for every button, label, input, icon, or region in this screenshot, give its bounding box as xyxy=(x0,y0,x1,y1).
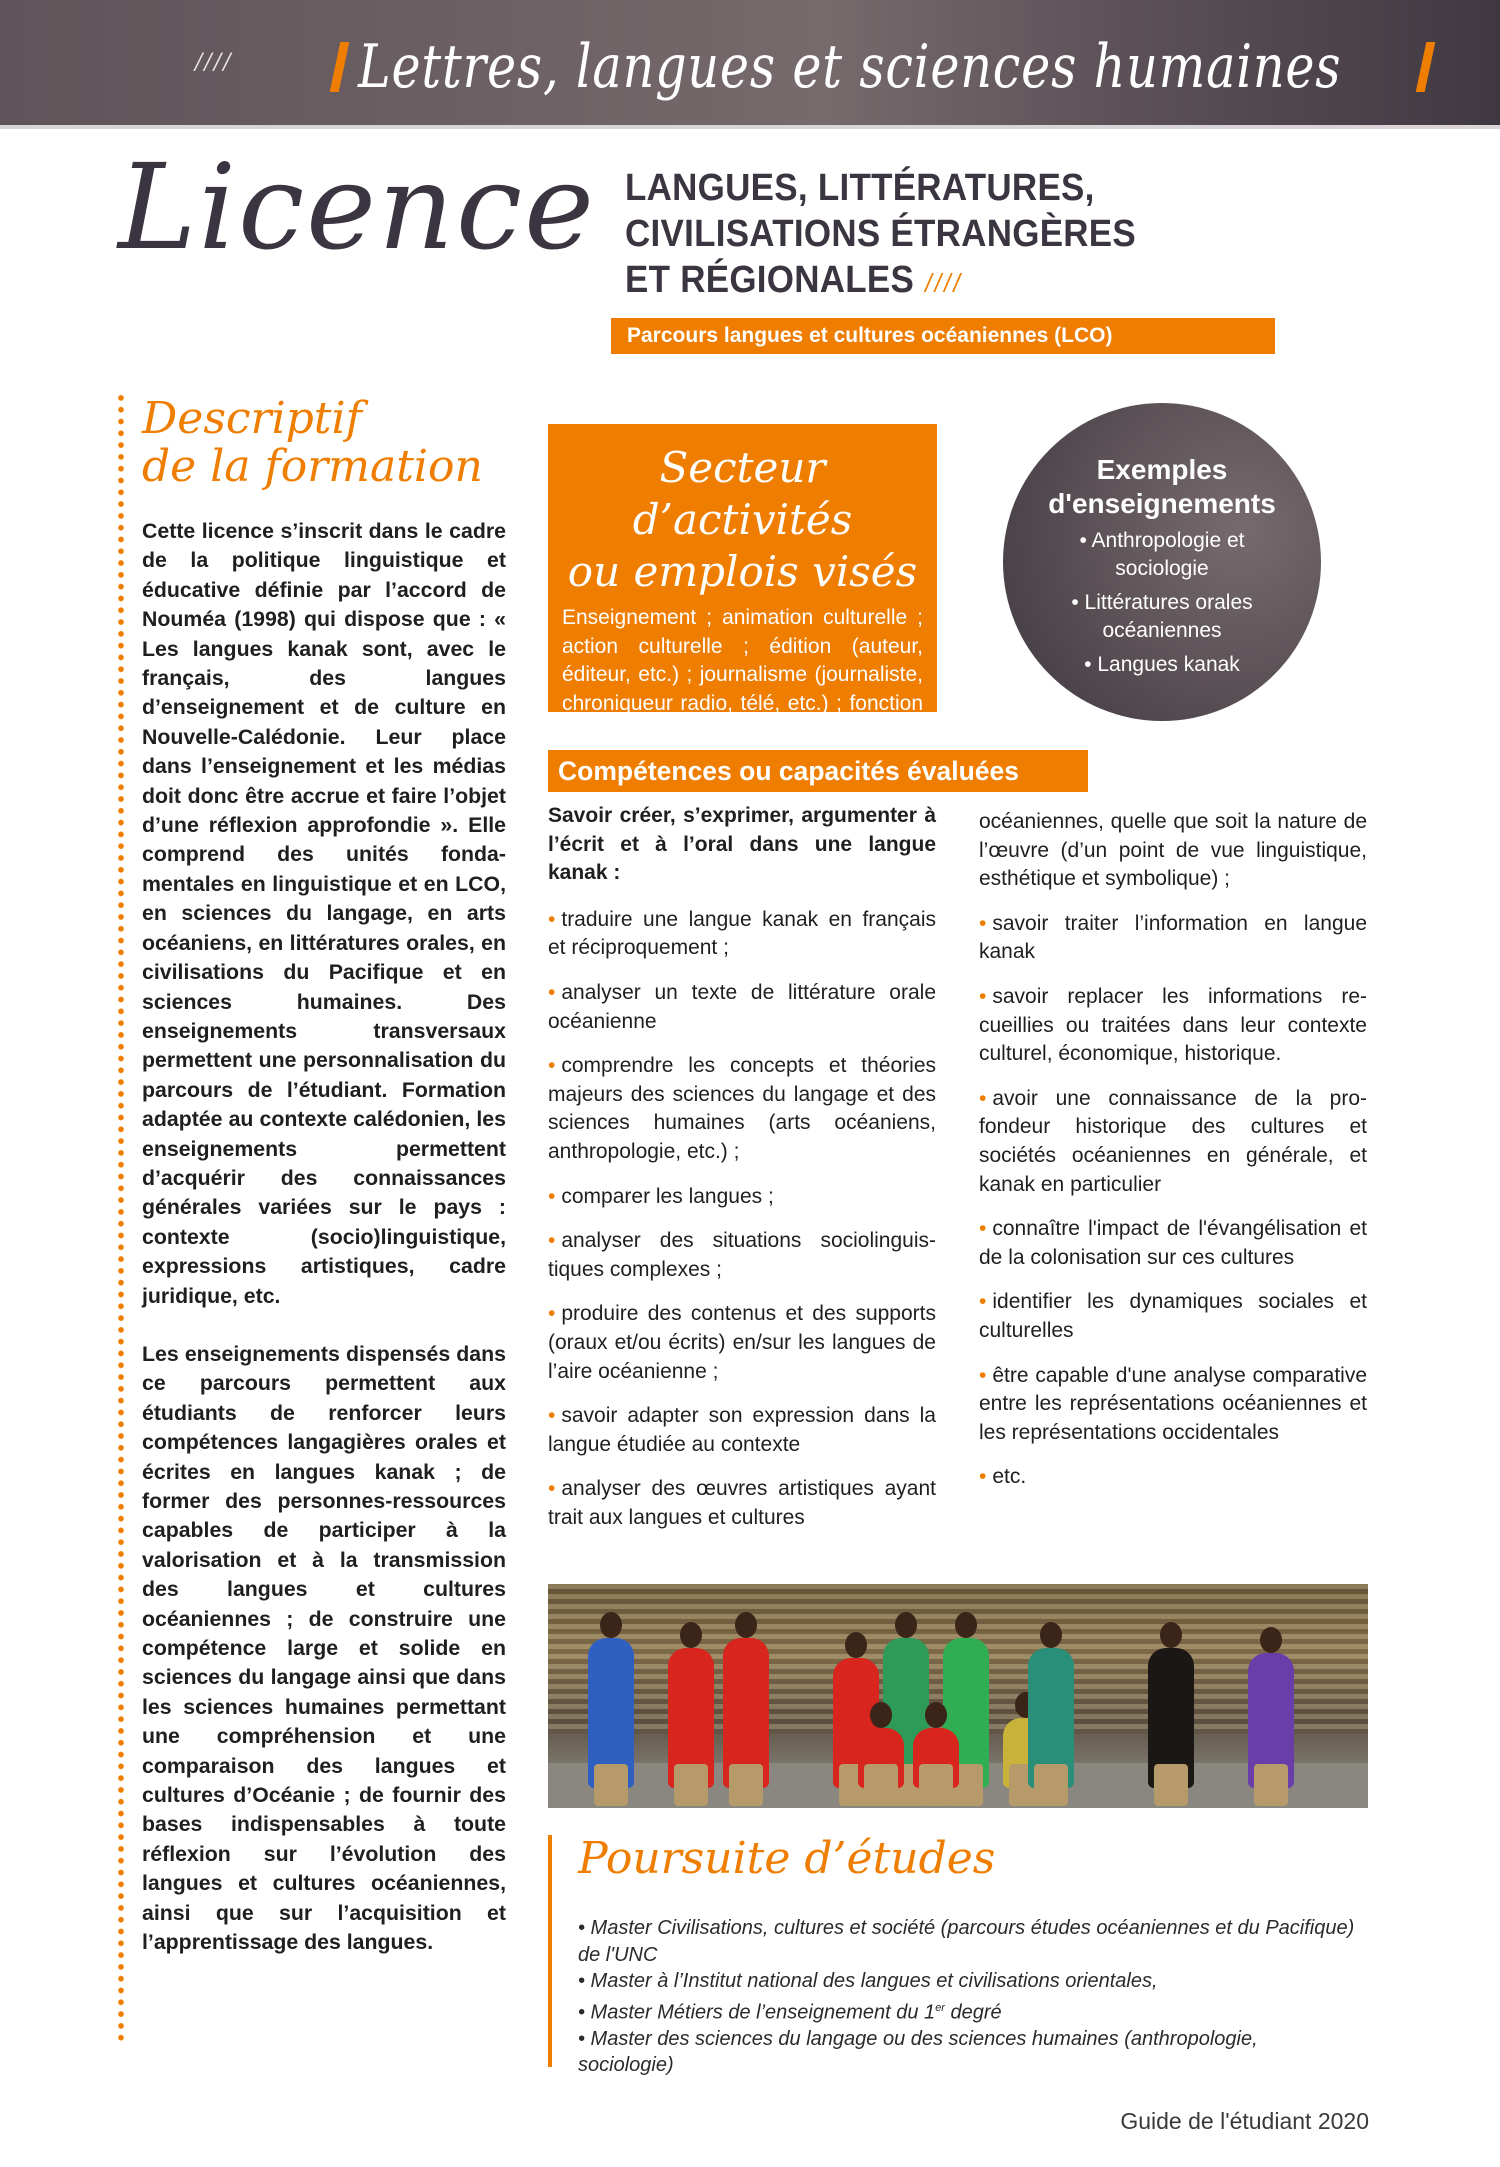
degree-title-line-text: ET RÉGIONALES xyxy=(625,259,915,301)
competence-item xyxy=(979,983,1367,1069)
dancer-head xyxy=(1040,1622,1062,1648)
exemples-circle xyxy=(1003,403,1321,721)
competence-text: comparer les langues ; xyxy=(561,1184,774,1208)
dancer-figure xyxy=(668,1648,714,1788)
competences-list-right xyxy=(979,910,1367,1492)
descriptif-heading-line: de la formation xyxy=(142,441,483,493)
bullet-icon: • xyxy=(548,907,556,931)
parcours-label: Parcours langues et cultures océaniennes (LCO) xyxy=(611,318,1275,354)
dancer-figure xyxy=(588,1638,634,1788)
dancer-skirt xyxy=(674,1764,708,1806)
bullet-icon: • xyxy=(979,984,987,1008)
dancer-skirt xyxy=(594,1764,628,1806)
dotted-divider xyxy=(118,392,124,2044)
secteur-heading-line: ou emplois visés xyxy=(567,547,918,596)
poursuite-item xyxy=(578,1995,1358,2026)
competence-text: savoir replacer les informations recueillies ou traitées dans leur contexte culturel, économique, historique. xyxy=(979,984,1367,1066)
competence-item xyxy=(548,1052,936,1166)
banner-title-group xyxy=(335,22,1430,112)
competence-text: analyser un texte de littérature orale océanienne xyxy=(548,980,936,1033)
competence-text: avoir une connaissance de la profondeur historique des cultures et sociétés océaniennes en générale, et kanak en particulier xyxy=(979,1086,1367,1196)
competence-item xyxy=(548,979,936,1036)
poursuite-accent-line xyxy=(548,1835,552,2067)
competence-item xyxy=(548,1402,936,1459)
banner-divider xyxy=(0,125,1500,129)
degree-title-line xyxy=(625,257,1136,306)
poursuite-item-suffix: degré xyxy=(944,2001,1002,2024)
bullet-icon: • xyxy=(979,1217,987,1241)
slash-icon xyxy=(330,42,350,92)
competence-text: identifier les dynamiques sociales et culturelles xyxy=(979,1290,1367,1342)
bullet-icon: • xyxy=(548,1302,556,1326)
dancer-skirt xyxy=(1154,1764,1188,1806)
competence-text: produire des contenus et des supports (oraux et/ou écrits) en/sur les langues de l’aire océanienne ; xyxy=(548,1302,936,1383)
dancer-head xyxy=(1260,1627,1282,1653)
dancer-head xyxy=(1160,1622,1182,1648)
bullet-icon: • xyxy=(548,1054,556,1078)
competence-item xyxy=(548,1183,936,1212)
dance-photo xyxy=(548,1584,1368,1808)
competence-text: savoir adapter son expression dans la langue étudiée au contexte xyxy=(548,1404,936,1456)
bullet-icon: • xyxy=(548,1184,556,1208)
competence-item xyxy=(979,1288,1367,1345)
bullet-icon: • xyxy=(548,980,556,1004)
exemples-item: • Langues kanak xyxy=(1084,653,1240,676)
competence-text: savoir traiter l’information en langue kanak xyxy=(979,911,1367,964)
competences-column-left xyxy=(548,802,936,1548)
competence-text: traduire une langue kanak en français et réciproquement ; xyxy=(548,907,936,960)
dancer-head xyxy=(955,1612,977,1638)
competence-item xyxy=(979,910,1367,967)
secteur-heading-line: Secteur d’activités xyxy=(632,443,853,544)
dancer-head xyxy=(735,1612,757,1638)
degree-title xyxy=(625,165,1136,306)
dancer-figure xyxy=(1248,1653,1294,1788)
dancer-skirt xyxy=(864,1764,898,1806)
degree-title-line: LANGUES, LITTÉRATURES, xyxy=(625,167,1095,209)
secteur-box xyxy=(548,424,937,744)
dancer-head xyxy=(680,1622,702,1648)
poursuite-heading: Poursuite d’études xyxy=(578,1833,996,1884)
poursuite-item: • Master des sciences du langage ou des sciences humaines (anthropologie, sociologie) xyxy=(578,2027,1258,2077)
bullet-icon: • xyxy=(979,1086,987,1110)
dancer-figure xyxy=(1028,1648,1074,1788)
competence-text: etc. xyxy=(992,1465,1027,1489)
dancer-skirt xyxy=(729,1764,763,1806)
bullet-icon: • xyxy=(548,1404,556,1428)
descriptif-heading-line: Descriptif xyxy=(142,393,362,444)
banner-title: Lettres, langues et sciences humaines xyxy=(358,32,1342,102)
descriptif-body xyxy=(142,517,506,1958)
footer-guide-label: Guide de l'étudiant 2020 xyxy=(1120,2108,1369,2134)
competences-lead: Savoir créer, s’exprimer, argumenter à l’écrit et à l’oral dans une langue kanak : xyxy=(548,804,936,885)
exemples-heading-line: Exemples xyxy=(1096,454,1228,485)
dancer-head xyxy=(925,1702,947,1728)
bullet-icon: • xyxy=(979,1363,987,1387)
dancer-head xyxy=(845,1632,867,1658)
poursuite-item: • Master à l’Institut national des langues et civilisations orientales, xyxy=(578,1970,1158,1992)
descriptif-paragraph: Les enseignements dispensés dans ce parcours permettent aux étudiants de renforcer leurs compétences langagières orales et écrites en langues kanak ; de former des personnes-ressources capables de participer à la valorisation et à la transmission des langues et cultures océaniennes ; de construire une compétence large et solide en sciences du langage ainsi que dans les sciences humaines permettant une compréhension et une comparaison des langues et cultures d’Océanie ; de fournir des bases indispensables à toute réflexion sur l’évolution des langues et cultures océaniennes, ainsi que sur l’acquisition et l’apprentissage des langues. xyxy=(142,1341,506,1955)
bullet-icon: • xyxy=(548,1477,556,1501)
bullet-icon: • xyxy=(979,911,987,935)
descriptif-heading xyxy=(142,395,483,492)
competence-text: connaître l'impact de l'évangélisation et de la colonisation sur ces cultures xyxy=(979,1217,1367,1269)
exemples-heading xyxy=(1003,453,1321,521)
competence-item xyxy=(548,1300,936,1386)
dancer-figure xyxy=(723,1638,769,1788)
poursuite-item-text: • Master Métiers de l’enseignement du 1 xyxy=(578,2001,936,2024)
title-decoration: //// xyxy=(925,268,963,298)
competence-item xyxy=(548,1227,936,1284)
competences-list-left xyxy=(548,906,936,1533)
competence-item xyxy=(979,1362,1367,1448)
competence-text: analyser des situations sociolinguistiques complexes ; xyxy=(548,1229,936,1281)
dancer-head xyxy=(870,1702,892,1728)
competence-item xyxy=(979,1463,1367,1492)
competence-text: analyser des œuvres artistiques ayant trait aux langues et cultures xyxy=(548,1477,936,1529)
secteur-heading xyxy=(556,442,929,598)
exemples-heading-line: d'enseignements xyxy=(1048,488,1276,519)
descriptif-paragraph: Cette licence s’inscrit dans le cadre de la politique linguistique et éducative définie par l’accord de Nouméa (1998) qui dispose que : « Les langues kanak sont, avec le français, des langues d’enseignement et de culture en Nouvelle-Calédonie. Leur place dans l’enseignement et les médias doit donc être accrue et faire l’objet d’une réflexion approfondie ». Elle comprend des unités fondamentales en linguistique et en LCO, en sciences du langage, en arts océaniens, en littératures orales, en civilisations du Pacifique et en sciences humaines. Des enseignements transversaux permettent une personnalisation du parcours de l’étudiant. Formation adaptée au contexte calédonien, les enseignements permettent d’acquérir des connaissances générales variées sur le pays : contexte (socio)linguistique, expressions artistiques, cadre juridique, etc. xyxy=(142,519,506,1308)
dancer-figure xyxy=(913,1728,959,1788)
slash-icon xyxy=(1416,42,1436,92)
dancer-head xyxy=(600,1612,622,1638)
degree-title-line: CIVILISATIONS ÉTRANGÈRES xyxy=(625,213,1137,255)
poursuite-list xyxy=(578,1915,1358,2079)
bullet-icon: • xyxy=(548,1229,556,1253)
exemples-item: • Anthropologie et sociologie xyxy=(1079,529,1245,580)
exemples-list xyxy=(1003,527,1321,679)
competence-text: être capable d'une analyse comparative entre les représentations océaniennes et les représentations occidentales xyxy=(979,1363,1367,1444)
competences-column-right xyxy=(979,808,1367,1508)
bullet-icon: • xyxy=(979,1465,987,1489)
section-banner xyxy=(0,0,1500,125)
dancer-skirt xyxy=(1034,1764,1068,1806)
exemples-item: • Littératures orales océaniennes xyxy=(1071,591,1253,642)
bullet-icon: • xyxy=(979,1290,987,1314)
dancer-figure xyxy=(858,1728,904,1788)
degree-type: Licence xyxy=(118,138,596,276)
competence-item xyxy=(979,1215,1367,1272)
dancer-figure xyxy=(1148,1648,1194,1788)
dancer-skirt xyxy=(1254,1764,1288,1806)
ordinal-superscript: er xyxy=(935,2001,945,2014)
secteur-text: Enseignement ; animation culturelle ; action culturelle ; édition (auteur, éditeur, etc.) ; journalisme (journaliste, chroniqueur radio, télé, etc.) ; fonction publique territoriale. xyxy=(562,606,923,744)
dancer-head xyxy=(895,1612,917,1638)
competence-item xyxy=(548,1475,936,1532)
banner-decoration: //// xyxy=(195,50,233,75)
competence-text: comprendre les concepts et théories majeurs des sciences du langage et des sciences humaines (arts océaniens, anthropologie, etc.) ; xyxy=(548,1054,936,1163)
poursuite-item: • Master Civilisations, cultures et société (parcours études océaniennes et du Pacifique) de l'UNC xyxy=(578,1917,1355,1966)
competences-heading: Compétences ou capacités évaluées xyxy=(548,750,1088,792)
competence-item xyxy=(979,1085,1367,1199)
competences-continuation: océaniennes, quelle que soit la nature de l’œuvre (d’un point de vue linguistique, esthétique et symbolique) ; xyxy=(979,810,1367,891)
dancer-skirt xyxy=(919,1764,953,1806)
competence-item xyxy=(548,906,936,963)
